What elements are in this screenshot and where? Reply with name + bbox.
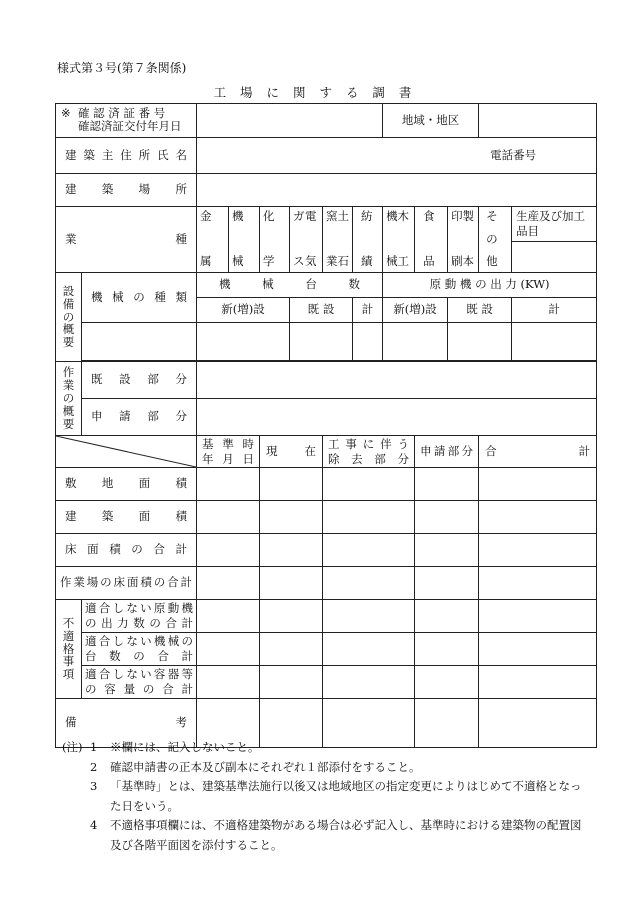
work-applied-value[interactable] (197, 399, 597, 436)
asterisk-mark: ※ (61, 106, 71, 120)
work-existing-value[interactable] (197, 362, 597, 399)
machine-existing-label: 既 設 (290, 298, 353, 323)
motor-new-value[interactable] (383, 323, 448, 361)
machine-kind-label: 機 械 の 種 類 (82, 273, 197, 323)
current-label: 現 在 (260, 436, 323, 468)
removal-label: 工事に伴う 除 去 部 分 (323, 436, 415, 468)
machine-new-value[interactable] (197, 323, 290, 361)
industry-type-cell[interactable]: 金 属 (197, 207, 229, 273)
area-cell[interactable] (323, 567, 415, 600)
header-row (56, 104, 597, 138)
site-area-label: 敷 地 面 積 (56, 468, 197, 501)
industry-label: 業 種 (56, 207, 197, 273)
nonconf-cell[interactable] (260, 633, 323, 666)
nonconf-cell[interactable] (479, 633, 597, 666)
equipment-header-row (56, 273, 597, 298)
area-cell[interactable] (479, 567, 597, 600)
area-cell[interactable] (197, 534, 260, 567)
machine-total-value[interactable] (353, 323, 383, 361)
owner-value[interactable] (197, 138, 597, 174)
machine-kind-value[interactable] (82, 323, 197, 361)
motor-total-value[interactable] (512, 323, 597, 361)
motor-new-label: 新(増)設 (383, 298, 448, 323)
motor-existing-label: 既 設 (448, 298, 512, 323)
note-item: (注) 1 ※欄には、記入しないこと。 (62, 738, 582, 758)
district-label: 地域・地区 (383, 104, 479, 138)
site-value[interactable] (197, 174, 597, 207)
area-cell[interactable] (479, 501, 597, 534)
work-existing-label: 既 設 部 分 (82, 362, 197, 399)
note-item: 2 確認申請書の正本及び副本にそれぞれ１部添付をすること。 (90, 759, 421, 774)
nonconf-cell[interactable] (323, 600, 415, 633)
cert-label-cell (56, 104, 197, 138)
area-header-row (56, 436, 597, 468)
phone-label: 電話番号 (490, 147, 537, 162)
product-value[interactable] (512, 242, 597, 273)
nonconf-machine-label: 適合しない機械の 台 数 の 合 計 (82, 633, 197, 666)
cert-number-label: 確 認 済 証 番 号 (78, 106, 166, 120)
machine-new-label: 新(増)設 (197, 298, 290, 323)
area-cell[interactable] (197, 567, 260, 600)
work-group-label: 作 業 の 概 要 (56, 362, 82, 436)
area-cell[interactable] (260, 534, 323, 567)
nonconf-container-label: 適合しない容器等 の 容 量 の 合 計 (82, 666, 197, 699)
area-cell[interactable] (197, 501, 260, 534)
total-label: 合 計 (479, 436, 597, 468)
nonconf-row (56, 633, 597, 666)
equipment-input-row (56, 323, 597, 361)
industry-row (56, 207, 597, 242)
nonconf-cell[interactable] (197, 633, 260, 666)
product-label: 生産及び加工品目 (512, 207, 597, 242)
industry-type-cell[interactable]: 化 学 (260, 207, 290, 273)
nonconf-cell[interactable] (323, 633, 415, 666)
site-label: 建 築 場 所 (56, 174, 197, 207)
industry-type-cell[interactable]: 機 械 (229, 207, 260, 273)
diagonal-cell (56, 436, 197, 468)
nonconf-motor-label: 適合しない原動機 の出力数の合計 (82, 600, 197, 633)
base-time-label: 基 準 時 年 月 日 (197, 436, 260, 468)
area-row (56, 534, 597, 567)
workshop-floor-area-label: 作業場の床面積の合計 (56, 567, 197, 600)
area-cell[interactable] (479, 534, 597, 567)
area-cell[interactable] (323, 534, 415, 567)
district-value[interactable] (479, 104, 597, 138)
notes (62, 738, 582, 855)
area-cell[interactable] (415, 501, 479, 534)
nonconf-cell[interactable] (415, 666, 479, 699)
nonconf-cell[interactable] (415, 633, 479, 666)
notes-heading: (注) (62, 740, 83, 754)
machine-total-label: 計 (353, 298, 383, 323)
site-row (56, 174, 597, 207)
area-cell[interactable] (415, 534, 479, 567)
note-item: 4 不適格事項欄には、不適格建築物がある場合は必ず記入し、基準時における建築物の配置図及び各階平面図を添付すること。 (90, 818, 582, 852)
nonconf-cell[interactable] (197, 600, 260, 633)
nonconf-cell[interactable] (197, 666, 260, 699)
floor-area-total-label: 床面積の合計 (56, 534, 197, 567)
nonconf-cell[interactable] (260, 600, 323, 633)
industry-type-cell[interactable]: ガ ス 電 気 (290, 207, 323, 273)
remarks-label: 備 考 (56, 699, 197, 748)
survey-form-table (55, 103, 597, 748)
machine-count-label: 機 械 台 数 (197, 273, 383, 298)
motor-total-label: 計 (512, 298, 597, 323)
area-row (56, 567, 597, 600)
area-cell[interactable] (260, 567, 323, 600)
industry-type-cell[interactable]: 機木 械工 (383, 207, 415, 273)
equipment-group-label: 設 備 の 概 要 (56, 273, 82, 362)
nonconf-row (56, 600, 597, 633)
building-area-label: 建 築 面 積 (56, 501, 197, 534)
area-cell[interactable] (415, 567, 479, 600)
industry-type-cell[interactable]: 印製 刷本 (448, 207, 479, 273)
motor-output-label: 原 動 機 の 出 力 (KW) (383, 273, 597, 298)
owner-label: 建築主住所氏名 (56, 138, 197, 174)
work-applied-label: 申 請 部 分 (82, 399, 197, 436)
nonconf-group-label: 不 適 格 事 項 (56, 600, 82, 699)
note-item: 3 「基準時」とは、建築基準法施行以後又は地域地区の指定変更によりはじめて不適格となった日をいう。 (90, 779, 582, 813)
area-cell[interactable] (260, 501, 323, 534)
nonconf-cell[interactable] (479, 600, 597, 633)
work-applied-row (56, 399, 597, 436)
area-cell[interactable] (323, 468, 415, 501)
industry-type-cell[interactable]: そ の 他 (479, 207, 512, 273)
nonconf-cell[interactable] (323, 666, 415, 699)
owner-row (56, 138, 597, 174)
applied-label: 申請部分 (415, 436, 479, 468)
document-title: 工 場 に 関 す る 調 書 (213, 85, 417, 100)
work-existing-row (56, 362, 597, 399)
nonconf-cell[interactable] (415, 600, 479, 633)
nonconf-cell[interactable] (479, 666, 597, 699)
area-cell[interactable] (415, 468, 479, 501)
area-cell[interactable] (323, 501, 415, 534)
form-number: 様式第３号(第７条関係) (57, 61, 187, 75)
nonconf-row (56, 666, 597, 699)
industry-type-cell[interactable]: 食 品 (415, 207, 448, 273)
nonconf-cell[interactable] (260, 666, 323, 699)
motor-existing-value[interactable] (448, 323, 512, 361)
industry-type-cell[interactable]: 窯土 業石 (323, 207, 353, 273)
machine-existing-value[interactable] (290, 323, 353, 361)
cert-date-label: 確認済証交付年月日 (78, 119, 182, 134)
area-row (56, 501, 597, 534)
cert-value[interactable] (197, 104, 383, 138)
industry-type-cell[interactable]: 紡 績 (353, 207, 383, 273)
area-cell[interactable] (479, 468, 597, 501)
area-cell[interactable] (260, 468, 323, 501)
area-cell[interactable] (197, 468, 260, 501)
area-row (56, 468, 597, 501)
